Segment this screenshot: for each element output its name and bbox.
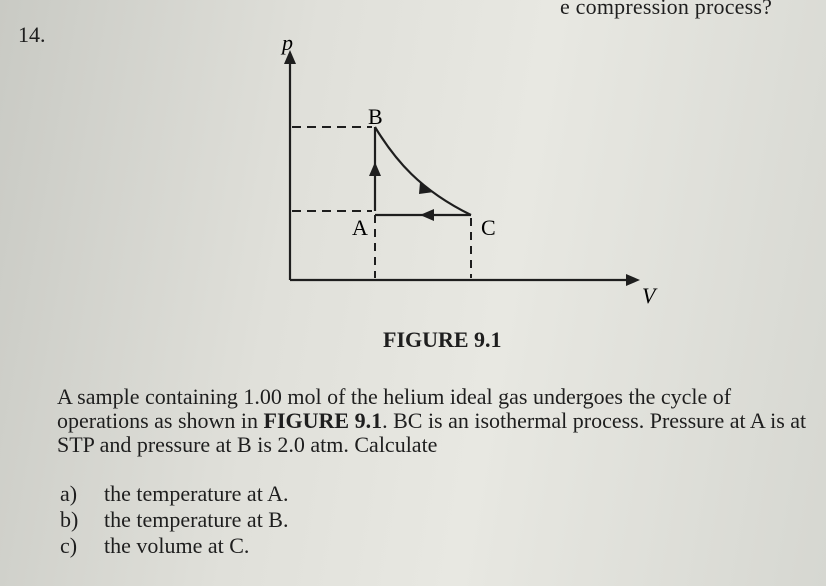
sub-question-text: the temperature at A.	[104, 481, 289, 506]
question-text-figure-ref: FIGURE 9.1	[263, 408, 383, 433]
sub-question-label: b)	[60, 507, 79, 532]
previous-question-fragment: e compression process?	[560, 0, 773, 19]
question-number: 14.	[18, 22, 46, 47]
question-text-part2: . BC is an isothermal process. Pressure at A is at STP and pressure at B is 2.0 atm. Calculate	[57, 408, 807, 457]
sub-question-list	[60, 481, 288, 559]
point-label-b: B	[368, 104, 383, 129]
point-label-a: A	[352, 215, 368, 240]
question-text-part1: A sample containing 1.00 mol of the helium ideal gas undergoes the cycle of operations as shown in	[57, 384, 732, 433]
y-axis-label: p	[282, 30, 293, 55]
process-ca-arrow	[420, 209, 434, 221]
x-axis-label: V	[642, 283, 656, 308]
sub-question-text: the temperature at B.	[104, 507, 289, 532]
process-bc-curve	[375, 127, 471, 215]
sub-question	[60, 481, 288, 507]
sub-question	[60, 507, 288, 533]
question-text	[57, 385, 817, 457]
x-axis-arrow	[626, 274, 640, 286]
point-label-c: C	[481, 215, 496, 240]
process-ab-arrow	[369, 162, 381, 176]
figure-caption: FIGURE 9.1	[383, 327, 502, 352]
sub-question	[60, 533, 288, 559]
sub-question-label: a)	[60, 481, 78, 506]
process-bc-arrow	[419, 182, 434, 194]
sub-question-label: c)	[60, 533, 78, 558]
sub-question-text: the volume at C.	[104, 533, 250, 558]
